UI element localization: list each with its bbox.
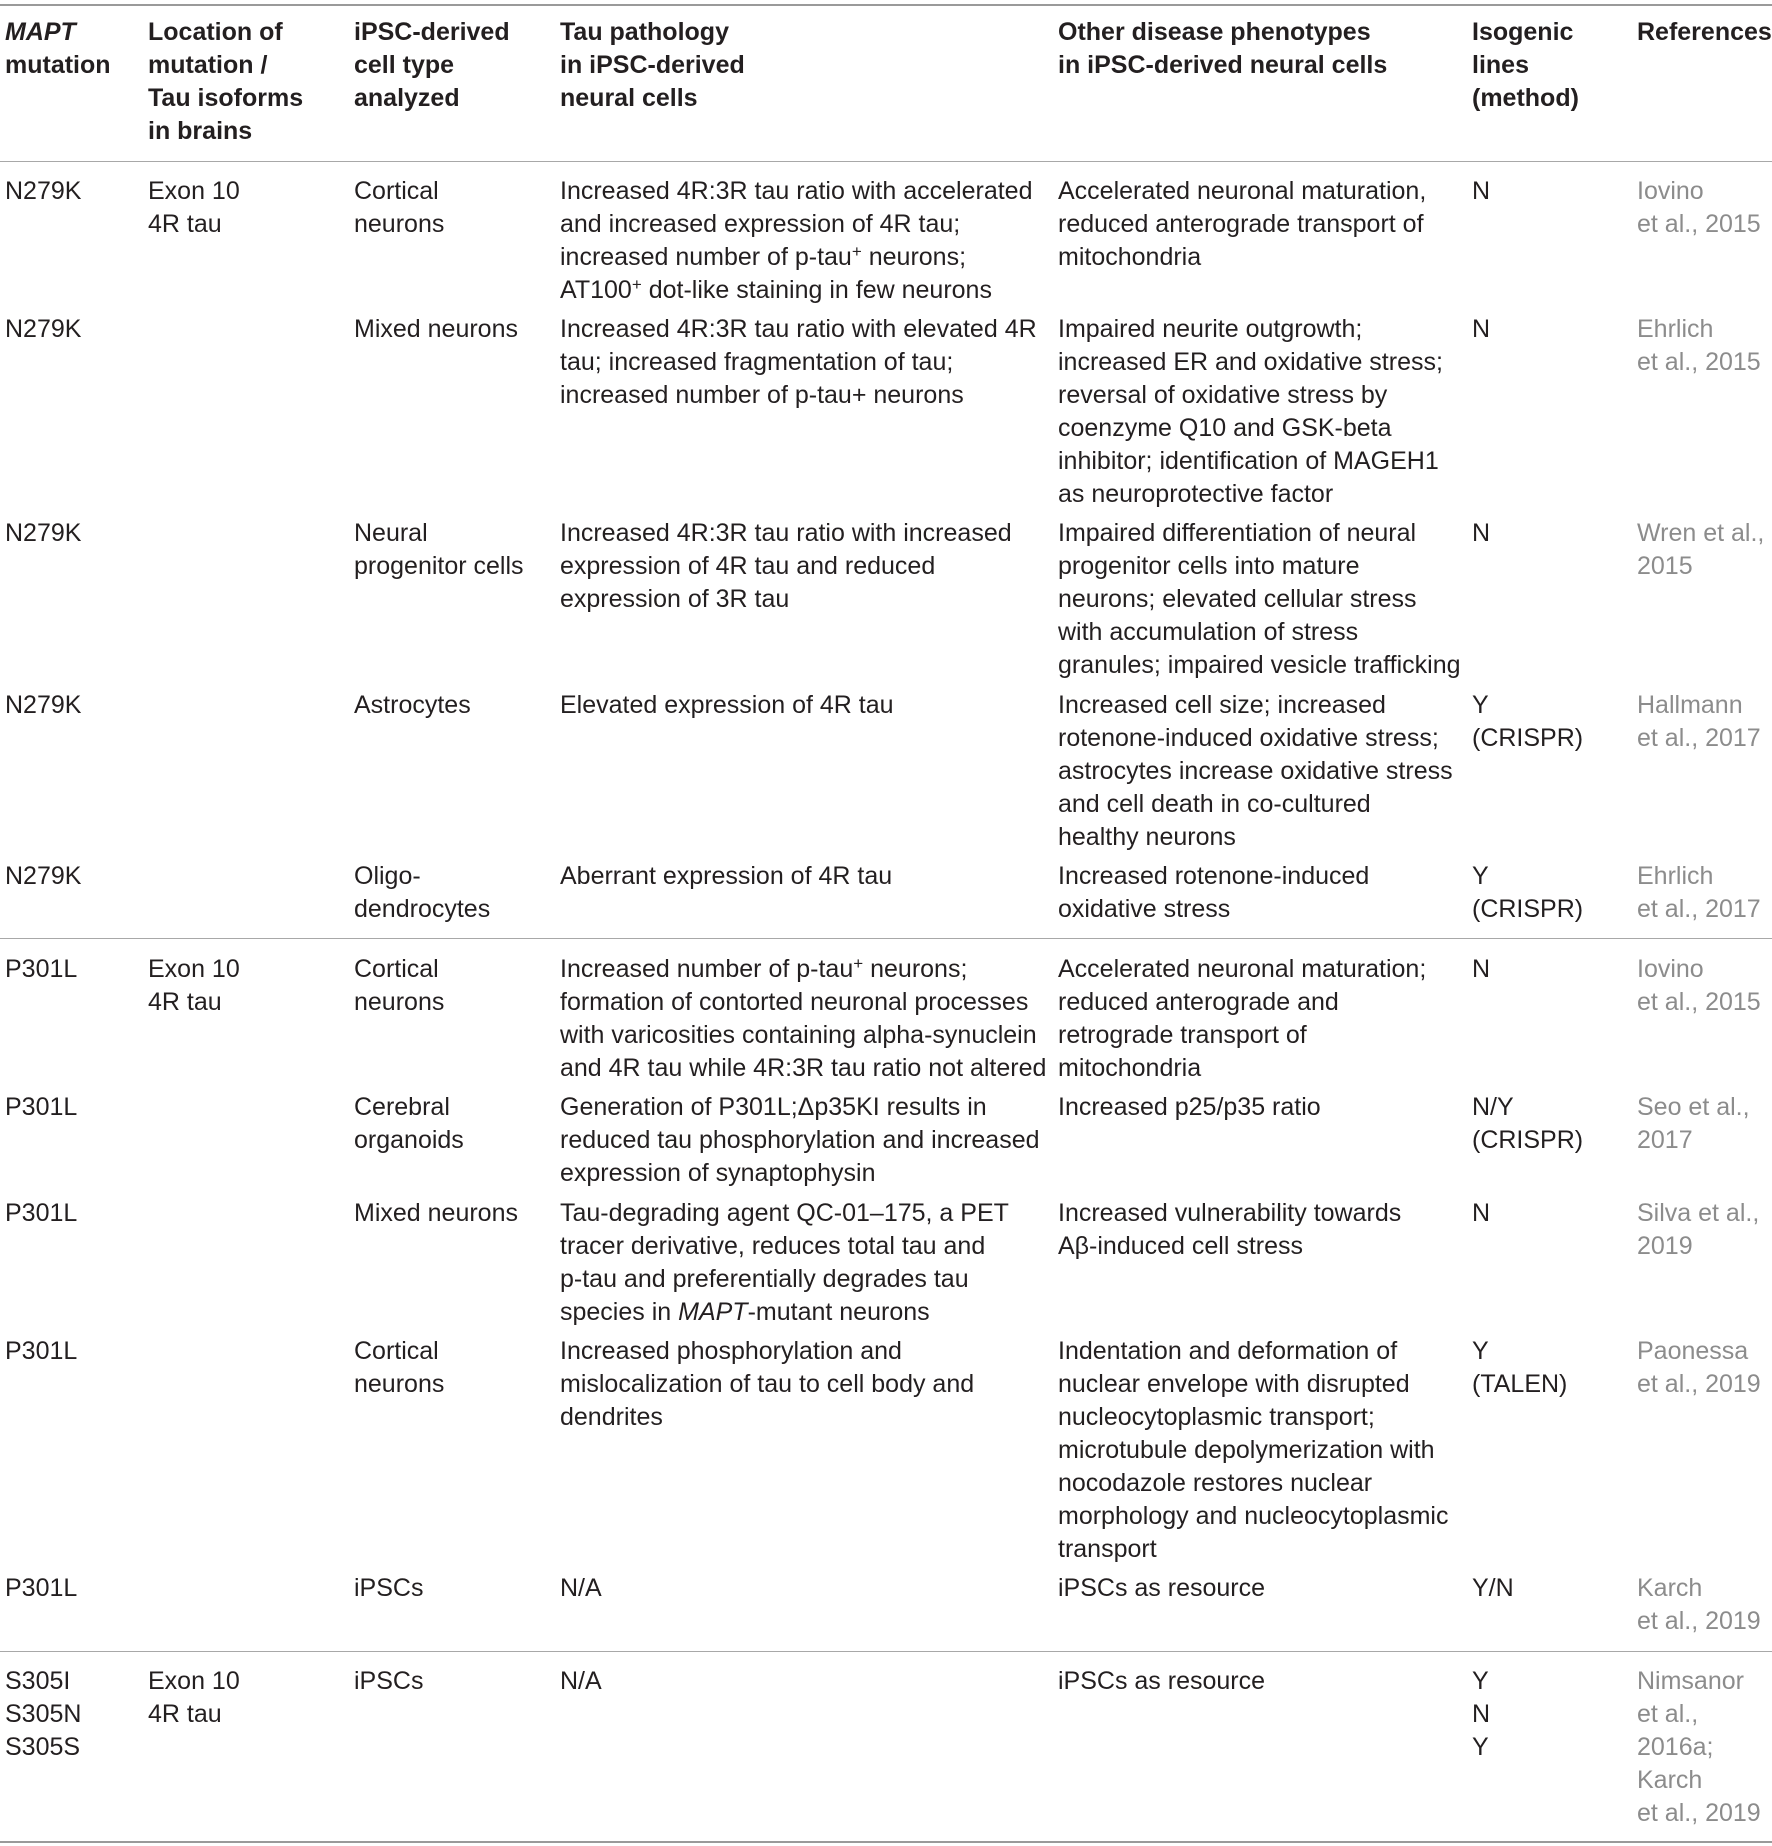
cell-other-phenotypes: Indentation and deformation of nuclear envelope with disrupted nucleocytoplasmic transport; microtubule depolymerization with nocodazole restores nuclear morphology and nucleocytoplasmic transport — [1058, 1337, 1449, 1563]
tau-text: neurons; formation of contorted neuronal processes with varicosities containing alpha-synuclein and 4R tau while 4R:3R tau ratio not altered — [560, 955, 1047, 1082]
cell-isogenic: N — [1472, 519, 1491, 547]
superscript-plus: + — [631, 274, 642, 294]
cell-mutation: S305I S305N S305S — [5, 1667, 82, 1761]
header-tau-pathology: Tau pathology in iPSC-derived neural cells — [560, 18, 745, 112]
tau-text-italic: MAPT — [678, 1298, 748, 1326]
header-mutation — [5, 16, 145, 82]
superscript-plus: + — [853, 953, 864, 973]
cell-tau-pathology: Aberrant expression of 4R tau — [560, 862, 893, 890]
cell-cell-type: Neural progenitor cells — [354, 519, 524, 580]
tau-text: neurons; AT100 — [560, 243, 967, 304]
cell-location: Exon 10 4R tau — [148, 955, 240, 1016]
reference-link[interactable]: Karch et al., 2019 — [1637, 1574, 1761, 1635]
cell-other-phenotypes: Impaired differentiation of neural progenitor cells into mature neurons; elevated cellular stress with accumulation of stress granules; impaired vesicle trafficking — [1058, 519, 1461, 679]
reference-link[interactable]: Iovino et al., 2015 — [1637, 177, 1761, 238]
header-isogenic: Isogenic lines (method) — [1472, 18, 1579, 112]
cell-mutation: N279K — [5, 862, 82, 890]
reference-link[interactable]: Iovino et al., 2015 — [1637, 955, 1761, 1016]
header-references: References — [1637, 18, 1772, 46]
cell-isogenic: Y N Y — [1472, 1667, 1491, 1761]
table-bottom-rule — [0, 1841, 1772, 1843]
cell-other-phenotypes: Accelerated neuronal maturation; reduced anterograde and retrograde transport of mitochondria — [1058, 955, 1427, 1082]
cell-other-phenotypes: Impaired neurite outgrowth; increased ER and oxidative stress; reversal of oxidative stress by coenzyme Q10 and GSK-beta inhibitor; identification of MAGEH1 as neuroprotective factor — [1058, 315, 1443, 508]
reference-link[interactable]: Seo et al., 2017 — [1637, 1093, 1750, 1154]
cell-mutation: P301L — [5, 1337, 78, 1365]
cell-tau-pathology: N/A — [560, 1574, 602, 1602]
cell-tau-pathology — [560, 175, 1060, 307]
cell-other-phenotypes: Increased p25/p35 ratio — [1058, 1093, 1321, 1121]
group-divider — [0, 1651, 1772, 1652]
cell-mutation: N279K — [5, 519, 82, 547]
cell-location: Exon 10 4R tau — [148, 177, 240, 238]
header-mutation-rest: mutation — [5, 51, 111, 79]
cell-isogenic: Y (CRISPR) — [1472, 691, 1584, 752]
cell-mutation: P301L — [5, 1574, 78, 1602]
cell-isogenic: Y (TALEN) — [1472, 1337, 1568, 1398]
cell-cell-type: Mixed neurons — [354, 1199, 518, 1227]
cell-other-phenotypes: iPSCs as resource — [1058, 1574, 1266, 1602]
cell-mutation: N279K — [5, 691, 82, 719]
cell-cell-type: Astrocytes — [354, 691, 471, 719]
cell-isogenic: Y (CRISPR) — [1472, 862, 1584, 923]
cell-isogenic: N — [1472, 177, 1491, 205]
cell-tau-pathology: N/A — [560, 1667, 602, 1695]
cell-cell-type: iPSCs — [354, 1667, 424, 1695]
cell-mutation: P301L — [5, 1199, 78, 1227]
header-mutation-italic: MAPT — [5, 18, 76, 46]
cell-mutation: P301L — [5, 955, 78, 983]
cell-cell-type: Cortical neurons — [354, 955, 445, 1016]
cell-tau-pathology — [560, 1197, 1060, 1329]
cell-other-phenotypes: Increased cell size; increased rotenone-induced oxidative stress; astrocytes increase oxidative stress and cell death in co-cultured healthy neurons — [1058, 691, 1453, 851]
cell-isogenic: N — [1472, 315, 1491, 343]
group-divider — [0, 938, 1772, 939]
cell-cell-type: Cortical neurons — [354, 1337, 445, 1398]
tau-text: Tau-degrading agent QC-01–175, a PET tracer derivative, reduces total tau and p-tau and preferentially degrades tau species in — [560, 1199, 1009, 1326]
reference-link[interactable]: Ehrlich et al., 2017 — [1637, 862, 1761, 923]
cell-mutation: N279K — [5, 315, 82, 343]
cell-tau-pathology: Increased 4R:3R tau ratio with elevated 4R tau; increased fragmentation of tau; increased number of p-tau+ neurons — [560, 315, 1037, 409]
cell-isogenic: Y/N — [1472, 1574, 1514, 1602]
cell-cell-type: Cerebral organoids — [354, 1093, 464, 1154]
tau-text: Increased number of p-tau — [560, 955, 854, 983]
reference-link[interactable]: Hallmann et al., 2017 — [1637, 691, 1761, 752]
cell-tau-pathology: Generation of P301L;Δp35KI results in reduced tau phosphorylation and increased expression of synaptophysin — [560, 1093, 1040, 1187]
cell-isogenic: N/Y (CRISPR) — [1472, 1093, 1584, 1154]
cell-tau-pathology: Elevated expression of 4R tau — [560, 691, 894, 719]
cell-other-phenotypes: iPSCs as resource — [1058, 1667, 1266, 1695]
tau-text: dot-like staining in few neurons — [641, 276, 992, 304]
cell-other-phenotypes: Accelerated neuronal maturation, reduced anterograde transport of mitochondria — [1058, 177, 1427, 271]
tau-text: Increased 4R:3R tau ratio with accelerated and increased expression of 4R tau; increased number of p-tau — [560, 177, 1033, 271]
header-other-phenotypes: Other disease phenotypes in iPSC-derived neural cells — [1058, 18, 1388, 79]
reference-link[interactable]: Paonessa et al., 2019 — [1637, 1337, 1761, 1398]
table-top-rule — [0, 4, 1772, 6]
reference-link[interactable]: Nimsanor et al., 2016a; Karch et al., 2019 — [1637, 1667, 1761, 1827]
header-cell-type: iPSC-derived cell type analyzed — [354, 18, 510, 112]
cell-tau-pathology — [560, 953, 1060, 1085]
cell-cell-type: Mixed neurons — [354, 315, 518, 343]
header-bottom-rule — [0, 161, 1772, 162]
cell-other-phenotypes: Increased rotenone-induced oxidative stress — [1058, 862, 1370, 923]
cell-mutation: N279K — [5, 177, 82, 205]
header-location: Location of mutation / Tau isoforms in brains — [148, 18, 304, 145]
cell-other-phenotypes: Increased vulnerability towards Aβ-induced cell stress — [1058, 1199, 1402, 1260]
reference-link[interactable]: Silva et al., 2019 — [1637, 1199, 1760, 1260]
reference-link[interactable]: Wren et al., 2015 — [1637, 519, 1765, 580]
cell-cell-type: iPSCs — [354, 1574, 424, 1602]
cell-cell-type: Cortical neurons — [354, 177, 445, 238]
cell-tau-pathology: Increased phosphorylation and mislocalization of tau to cell body and dendrites — [560, 1337, 975, 1431]
superscript-plus: + — [851, 241, 862, 261]
cell-cell-type: Oligo- dendrocytes — [354, 862, 491, 923]
cell-tau-pathology: Increased 4R:3R tau ratio with increased expression of 4R tau and reduced expression of 3R tau — [560, 519, 1012, 613]
reference-link[interactable]: Ehrlich et al., 2015 — [1637, 315, 1761, 376]
cell-isogenic: N — [1472, 1199, 1491, 1227]
cell-location: Exon 10 4R tau — [148, 1667, 240, 1728]
tau-text: -mutant neurons — [747, 1298, 930, 1326]
cell-isogenic: N — [1472, 955, 1491, 983]
cell-mutation: P301L — [5, 1093, 78, 1121]
